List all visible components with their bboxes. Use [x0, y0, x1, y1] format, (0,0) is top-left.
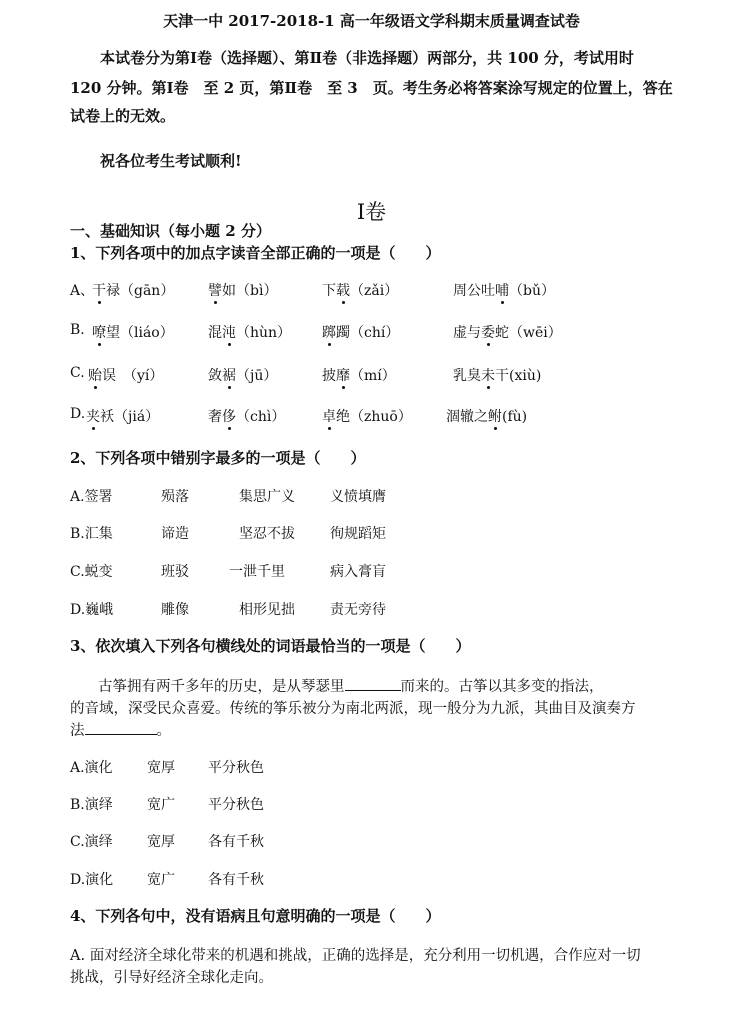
q3-option-c-word-3: 各有千秋: [208, 834, 264, 850]
q2-option-d-word-4: 责无旁待: [330, 602, 386, 618]
emphasis-dot-char: 譬: [208, 283, 222, 299]
q1-option-b-item-1: 嘹望（liáo）: [92, 325, 174, 341]
q3-option-a-label: A.演化: [70, 760, 113, 776]
q2-option-c-word-2: 班驳: [161, 564, 189, 580]
q3-option-b-word-3: 平分秋色: [208, 797, 264, 813]
emphasis-dot-char: 载: [336, 283, 350, 299]
q4-option-a-line-2: 挑战，引导好经济全球化走向。: [70, 970, 273, 986]
q1-option-b-label: B.: [70, 322, 85, 338]
volume-heading: Ⅰ卷: [356, 200, 387, 224]
emphasis-dot-char: 裾: [222, 368, 236, 384]
q1-option-b-item-2: 混沌（hùn）: [208, 325, 292, 341]
q3-option-b-label: B.演绎: [70, 797, 113, 813]
q1-option-a-item-2: 譬如（bì）: [208, 283, 278, 299]
q1-option-a-item-3: 下载（zǎi）: [322, 283, 399, 299]
q3-option-b-word-2: 宽广: [147, 797, 175, 813]
q2-option-a-word-2: 殒落: [161, 489, 189, 505]
blessing: 祝各位考生考试顺利!: [100, 152, 242, 170]
fill-in-blank: [345, 690, 401, 691]
emphasis-dot-char: 干: [92, 283, 106, 299]
q1-option-a-item-1: 干禄（gān）: [92, 283, 175, 299]
emphasis-dot-char: 侈: [222, 409, 236, 425]
q1-option-d-item-1: 夹袄（jiá）: [86, 409, 160, 425]
q2-option-c-word-4: 病入膏肓: [330, 564, 386, 580]
emphasis-dot-char: 哺: [495, 283, 509, 299]
q2-option-b-label: B.汇集: [70, 526, 113, 542]
q2-option-c-word-3: 一泄千里: [229, 564, 285, 580]
question-2-stem: 2、下列各项中错别字最多的一项是（ ）: [70, 449, 366, 467]
intro-line-2: 120 分钟。第Ⅰ卷 至 2 页，第Ⅱ卷 至 3 页。考生务必将答案涂写规定的位置上，答在: [70, 79, 673, 97]
q2-option-b-word-4: 徇规蹈矩: [330, 526, 386, 542]
q2-option-d-label: D.巍峨: [70, 602, 114, 618]
fill-in-blank: [85, 734, 157, 735]
q3-option-d-label: D.演化: [70, 872, 114, 888]
emphasis-dot-char: 贻: [88, 368, 102, 384]
q2-option-a-word-3: 集思广义: [239, 489, 295, 505]
q3-option-d-word-2: 宽广: [147, 872, 175, 888]
q3-passage-line-3: 法 。: [70, 723, 171, 739]
q2-option-d-word-3: 相形见拙: [239, 602, 295, 618]
question-4-stem: 4、下列各句中，没有语病且句意明确的一项是（ ）: [70, 907, 441, 925]
q3-passage-line-2: 的音域，深受民众喜爱。传统的筝乐被分为南北两派，现一般分为九派，其曲目及演奏方: [70, 701, 636, 717]
question-1-stem: 1、下列各项中的加点字读音全部正确的一项是（ ）: [70, 244, 441, 262]
q1-option-d-item-2: 奢侈（chì）: [208, 409, 286, 425]
q2-option-d-word-2: 雕像: [161, 602, 189, 618]
q1-option-c-label: C.: [70, 365, 85, 381]
q2-option-b-word-2: 谛造: [161, 526, 189, 542]
q3-option-d-word-3: 各有千秋: [208, 872, 264, 888]
q1-option-c-item-3: 披靡（mí）: [322, 368, 396, 384]
page-title: 天津一中 2017-2018-1 高一年级语文学科期末质量调查试卷: [163, 12, 580, 30]
q1-option-d-item-3: 卓绝（zhuō）: [322, 409, 412, 425]
q3-option-a-word-2: 宽厚: [147, 760, 175, 776]
emphasis-dot-char: 委: [481, 325, 495, 341]
emphasis-dot-char: 未: [481, 368, 495, 384]
q1-option-b-item-4: 虚与委蛇（wēi）: [453, 325, 562, 341]
q1-option-b-item-3: 踯躅（chí）: [322, 325, 400, 341]
q2-option-c-label: C.蜕变: [70, 564, 113, 580]
q1-option-a-item-4: 周公吐哺（bǔ）: [453, 283, 555, 299]
emphasis-dot-char: 靡: [336, 368, 350, 384]
q4-option-a-line-1: A. 面对经济全球化带来的机遇和挑战，正确的选择是，充分利用一切机遇，合作应对一切: [70, 948, 641, 964]
emphasis-dot-char: 卓: [322, 409, 336, 425]
q2-option-a-word-4: 义愤填膺: [330, 489, 386, 505]
q1-option-c-item-4: 乳臭未干(xiù): [453, 368, 542, 384]
emphasis-dot-char: 沌: [222, 325, 236, 341]
q3-passage-line-1: 古筝拥有两千多年的历史，是从琴瑟里 而来的。古筝以其多变的指法，: [98, 679, 604, 695]
q1-option-d-item-4: 涸辙之鲋(fù): [446, 409, 528, 425]
intro-line-1: 本试卷分为第Ⅰ卷（选择题）、第Ⅱ卷（非选择题）两部分，共 100 分，考试用时: [100, 49, 634, 67]
emphasis-dot-char: 鲋: [488, 409, 502, 425]
intro-line-3: 试卷上的无效。: [70, 107, 176, 125]
emphasis-dot-char: 夹: [86, 409, 100, 425]
q3-option-c-word-2: 宽厚: [147, 834, 175, 850]
q3-option-a-word-3: 平分秋色: [208, 760, 264, 776]
q1-option-c-item-1: 贻误 （yí）: [88, 368, 164, 384]
q1-option-d-label: D.: [70, 406, 86, 422]
section-heading: 一、基础知识（每小题 2 分）: [70, 222, 271, 240]
q2-option-a-label: A.签署: [70, 489, 113, 505]
emphasis-dot-char: 踯: [322, 325, 336, 341]
question-3-stem: 3、依次填入下列各句横线处的词语最恰当的一项是（ ）: [70, 637, 471, 655]
q2-option-b-word-3: 坚忍不拔: [239, 526, 295, 542]
emphasis-dot-char: 嘹: [92, 325, 106, 341]
q1-option-a-label: A、: [70, 283, 95, 299]
q3-option-c-label: C.演绎: [70, 834, 113, 850]
q1-option-c-item-2: 敛裾（jū）: [208, 368, 278, 384]
